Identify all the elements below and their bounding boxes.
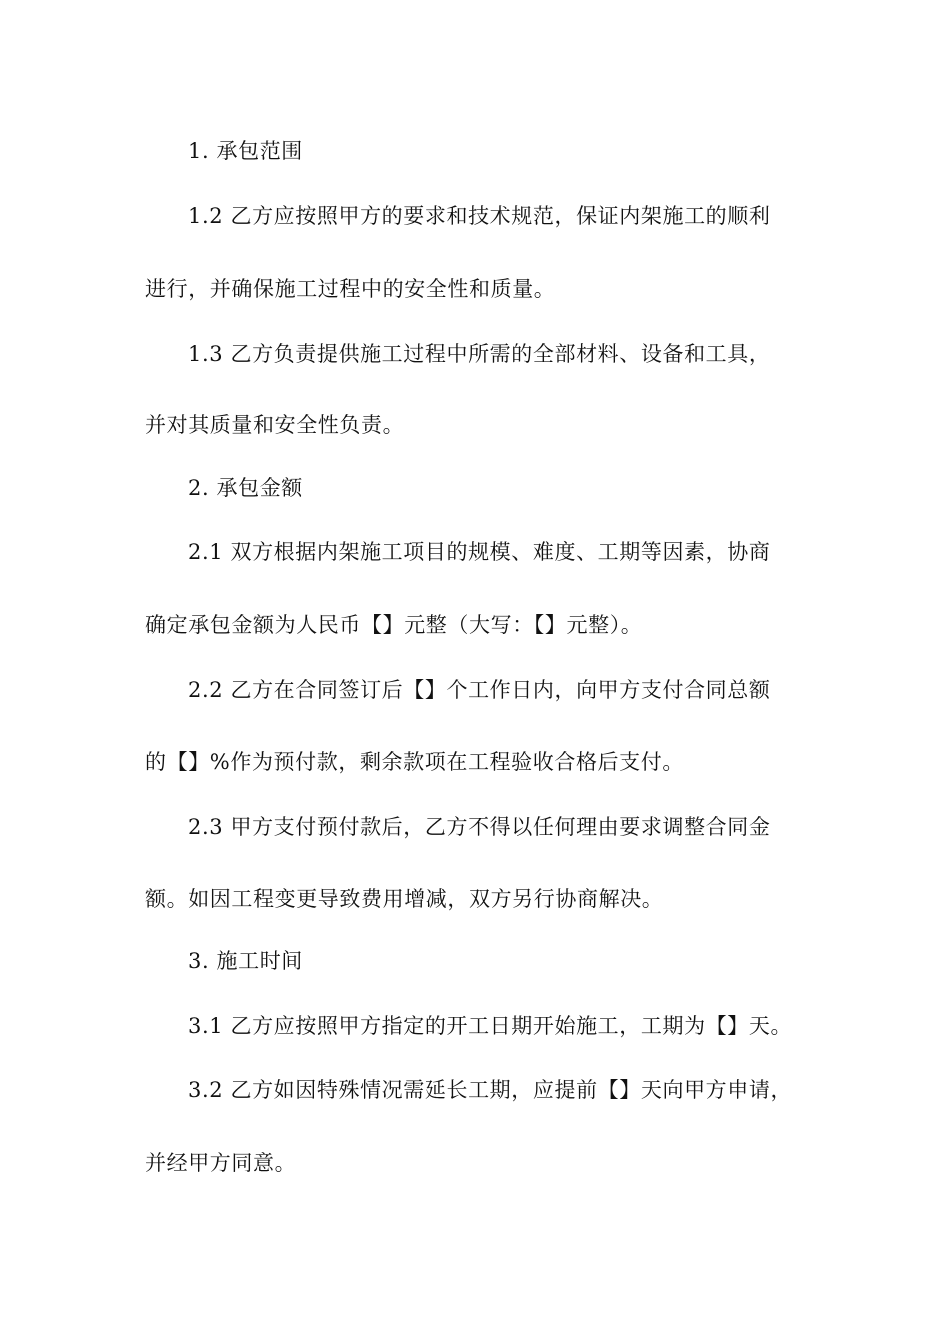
clause-1-2-line-1: 1.2 乙方应按照甲方的要求和技术规范，保证内架施工的顺利 <box>188 204 771 228</box>
clause-1-3-line-2: 并对其质量和安全性负责。 <box>145 413 405 437</box>
clause-2-2-line-2: 的【】%作为预付款，剩余款项在工程验收合格后支付。 <box>145 750 684 774</box>
clause-3-2-line-2: 并经甲方同意。 <box>145 1151 297 1175</box>
clause-1-3-line-1: 1.3 乙方负责提供施工过程中所需的全部材料、设备和工具， <box>188 342 771 366</box>
section-heading-amount: 2. 承包金额 <box>188 476 303 500</box>
clause-1-2-line-2: 进行，并确保施工过程中的安全性和质量。 <box>145 277 556 301</box>
section-heading-time: 3. 施工时间 <box>188 949 303 973</box>
clause-2-1-line-1: 2.1 双方根据内架施工项目的规模、难度、工期等因素，协商 <box>188 540 771 564</box>
clause-3-2-line-1: 3.2 乙方如因特殊情况需延长工期，应提前【】天向甲方申请， <box>188 1078 793 1102</box>
clause-3-1-line-1: 3.1 乙方应按照甲方指定的开工日期开始施工，工期为【】天。 <box>188 1014 793 1038</box>
clause-2-1-line-2: 确定承包金额为人民币【】元整（大写：【】元整）。 <box>145 613 643 637</box>
clause-2-3-line-2: 额。如因工程变更导致费用增减，双方另行协商解决。 <box>145 887 664 911</box>
clause-2-3-line-1: 2.3 甲方支付预付款后，乙方不得以任何理由要求调整合同金 <box>188 815 771 839</box>
section-heading-scope: 1. 承包范围 <box>188 139 303 163</box>
clause-2-2-line-1: 2.2 乙方在合同签订后【】个工作日内，向甲方支付合同总额 <box>188 678 771 702</box>
